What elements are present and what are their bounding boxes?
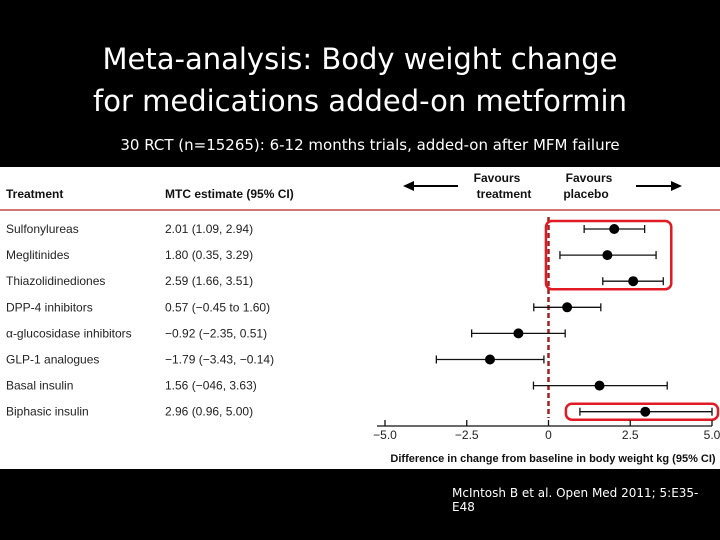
point-estimate	[485, 355, 495, 365]
forest-plot	[0, 167, 720, 469]
point-estimate	[513, 328, 523, 338]
arrow-left-icon	[403, 181, 458, 191]
x-axis-label: Difference in change from baseline in body weight kg (95% CI)	[390, 453, 716, 465]
treatment-label: Thiazolidinediones	[6, 274, 106, 289]
treatment-label: Basal insulin	[6, 378, 74, 393]
citation: McIntosh B et al. Open Med 2011; 5:E35-E48	[452, 486, 699, 514]
header-treatment: Treatment	[6, 187, 64, 201]
point-estimate	[595, 381, 605, 391]
slide-title-line-1: Meta-analysis: Body weight change	[102, 42, 618, 76]
estimate-label: 2.01 (1.09, 2.94)	[165, 222, 254, 236]
slide-title	[0, 38, 720, 122]
point-estimate	[628, 276, 638, 286]
arrow-right-icon	[636, 181, 682, 191]
treatment-label: GLP-1 analogues	[6, 352, 100, 367]
x-tick-label: 5.0	[703, 428, 720, 442]
header-favours-treatment-line-2: treatment	[476, 187, 532, 201]
x-tick-label: 0	[545, 428, 552, 442]
header-favours-placebo-line-1: Favours	[565, 171, 613, 185]
x-tick-label: −2.5	[454, 428, 479, 442]
treatment-label: α-glucosidase inhibitors	[6, 326, 132, 341]
treatment-label: DPP-4 inhibitors	[6, 300, 93, 315]
estimate-label: 2.96 (0.96, 5.00)	[165, 404, 254, 419]
slide-subtitle: 30 RCT (n=15265): 6-12 months trials, added-on after MFM failure	[120, 136, 620, 154]
estimate-label: 1.80 (0.35, 3.29)	[165, 248, 254, 263]
treatment-label: Meglitinides	[6, 248, 70, 263]
x-tick-label: 2.5	[621, 428, 639, 442]
forest-plot-panel	[0, 167, 720, 469]
estimate-label: 1.56 (−046, 3.63)	[165, 378, 257, 393]
treatment-label: Sulfonylureas	[6, 222, 79, 236]
header-favours-placebo-line-2: placebo	[563, 187, 609, 201]
point-estimate	[609, 224, 619, 234]
treatment-label: Biphasic insulin	[6, 404, 89, 419]
estimate-label: −1.79 (−3.43, −0.14)	[165, 352, 275, 367]
estimate-label: 2.59 (1.66, 3.51)	[165, 274, 254, 289]
header-favours-treatment-line-1: Favours	[473, 171, 521, 185]
point-estimate	[562, 302, 572, 312]
estimate-label: −0.92 (−2.35, 0.51)	[165, 326, 268, 341]
x-tick-label: −5.0	[373, 428, 397, 442]
point-estimate	[602, 250, 612, 260]
slide-title-line-2: for medications added-on metformin	[93, 84, 627, 118]
header-estimate: MTC estimate (95% CI)	[165, 187, 294, 201]
point-estimate	[640, 407, 650, 417]
estimate-label: 0.57 (−0.45 to 1.60)	[165, 300, 271, 315]
